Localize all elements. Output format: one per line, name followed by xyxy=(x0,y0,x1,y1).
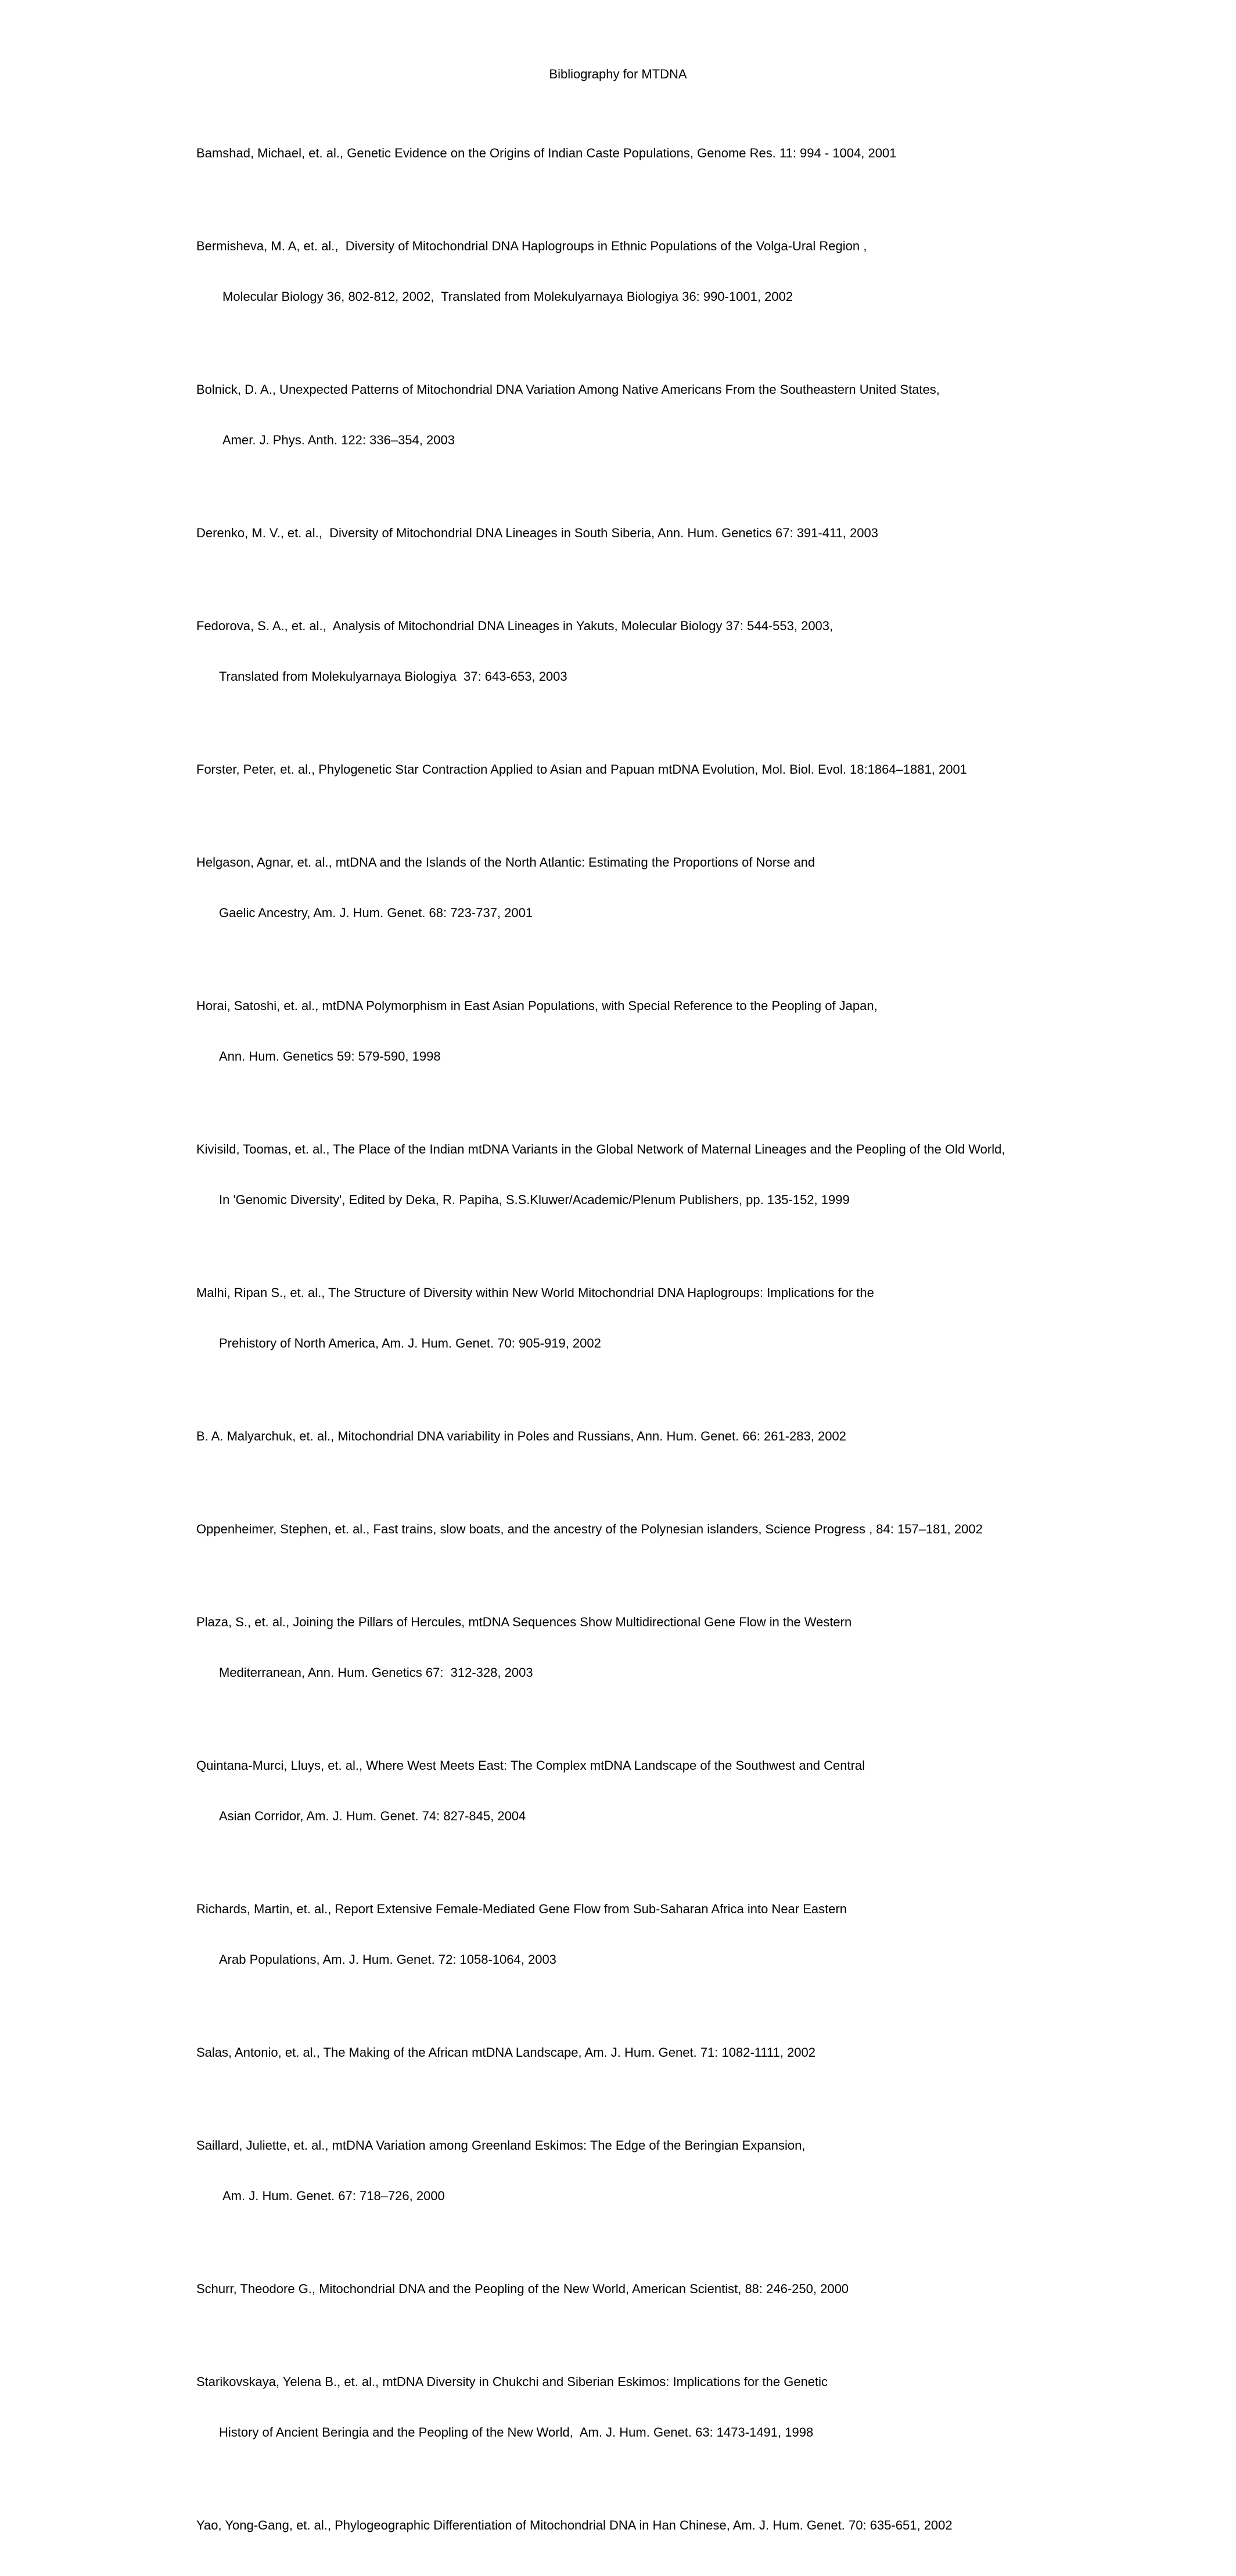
entry-line: Kivisild, Toomas, et. al., The Place of the Indian mtDNA Variants in the Global Network of Maternal Lineages and the Peopling of the Old World, xyxy=(196,1142,1005,1156)
entry-continuation-line: In 'Genomic Diversity', Edited by Deka, R. Papiha, S.S.Kluwer/Academic/Plenum Publishers, pp. 135-152, 1999 xyxy=(219,1192,850,1207)
page-title: Bibliography for MTDNA xyxy=(549,67,687,81)
entry-line: Richards, Martin, et. al., Report Extensive Female-Mediated Gene Flow from Sub-Saharan Africa into Near Eastern xyxy=(196,1902,847,1916)
entry-continuation-line: History of Ancient Beringia and the Peopling of the New World, Am. J. Hum. Genet. 63: 1473-1491, 1998 xyxy=(219,2425,814,2440)
entry-line: Horai, Satoshi, et. al., mtDNA Polymorphism in East Asian Populations, with Special Reference to the Peopling of Japan, xyxy=(196,998,878,1013)
entry-line: Forster, Peter, et. al., Phylogenetic Star Contraction Applied to Asian and Papuan mtDNA Evolution, Mol. Biol. Evol. 18:1864–1881, 2001 xyxy=(196,762,967,777)
entry-continuation-line: Molecular Biology 36, 802-812, 2002, Translated from Molekulyarnaya Biologiya 36: 990-1001, 2002 xyxy=(222,289,793,304)
bibliography-entry xyxy=(196,491,1184,575)
bibliography-entry xyxy=(196,1251,1184,1385)
bibliography-entry xyxy=(196,2247,1184,2331)
entry-line: Yao, Yong-Gang, et. al., Phylogeographic Differentiation of Mitochondrial DNA in Han Chinese, Am. J. Hum. Genet. 70: 635-651, 2002 xyxy=(196,2518,953,2532)
entry-line: Quintana-Murci, Lluys, et. al., Where West Meets East: The Complex mtDNA Landscape of the Southwest and Central xyxy=(196,1758,865,1773)
entry-line: Schurr, Theodore G., Mitochondrial DNA and the Peopling of the New World, American Scientist, 88: 246-250, 2000 xyxy=(196,2282,849,2296)
bibliography-entry xyxy=(196,204,1184,339)
bibliography-entry xyxy=(196,820,1184,955)
bibliography-list xyxy=(196,111,1184,2576)
bibliography-entry xyxy=(196,2103,1184,2238)
entry-line: Plaza, S., et. al., Joining the Pillars of Hercules, mtDNA Sequences Show Multidirectional Gene Flow in the Western xyxy=(196,1615,852,1629)
bibliography-entry xyxy=(196,347,1184,482)
entry-line: Fedorova, S. A., et. al., Analysis of Mitochondrial DNA Lineages in Yakuts, Molecular Biology 37: 544-553, 2003, xyxy=(196,619,833,633)
bibliography-entry xyxy=(196,727,1184,811)
bibliography-entry xyxy=(196,2340,1184,2474)
entry-continuation-line: Am. J. Hum. Genet. 67: 718–726, 2000 xyxy=(222,2189,445,2203)
entry-continuation-line: Arab Populations, Am. J. Hum. Genet. 72: 1058-1064, 2003 xyxy=(219,1952,556,1967)
entry-line: Helgason, Agnar, et. al., mtDNA and the Islands of the North Atlantic: Estimating the Proportions of Norse and xyxy=(196,855,815,870)
entry-line: Malhi, Ripan S., et. al., The Structure of Diversity within New World Mitochondrial DNA Haplogroups: Implications for the xyxy=(196,1285,874,1300)
entry-line: Starikovskaya, Yelena B., et. al., mtDNA Diversity in Chukchi and Siberian Eskimos: Implications for the Genetic xyxy=(196,2374,828,2389)
bibliography-entry xyxy=(196,964,1184,1098)
entry-continuation-line: Amer. J. Phys. Anth. 122: 336–354, 2003 xyxy=(222,433,455,447)
bibliography-entry xyxy=(196,1867,1184,2002)
entry-continuation-line: Mediterranean, Ann. Hum. Genetics 67: 312-328, 2003 xyxy=(219,1665,533,1680)
entry-continuation-line: Ann. Hum. Genetics 59: 579-590, 1998 xyxy=(219,1049,441,1064)
bibliography-entry xyxy=(196,584,1184,718)
bibliography-entry xyxy=(196,1487,1184,1571)
entry-line: Bolnick, D. A., Unexpected Patterns of Mitochondrial DNA Variation Among Native Americans From the Southeastern United States, xyxy=(196,382,940,397)
bibliography-entry xyxy=(196,1723,1184,1858)
bibliography-entry xyxy=(196,1394,1184,1478)
entry-line: Salas, Antonio, et. al., The Making of the African mtDNA Landscape, Am. J. Hum. Genet. 71: 1082-1111, 2002 xyxy=(196,2045,815,2060)
bibliography-entry xyxy=(196,2010,1184,2094)
entry-continuation-line: Asian Corridor, Am. J. Hum. Genet. 74: 827-845, 2004 xyxy=(219,1809,526,1823)
entry-line: Bermisheva, M. A, et. al., Diversity of Mitochondrial DNA Haplogroups in Ethnic Populations of the Volga-Ural Region , xyxy=(196,239,867,253)
entry-line: B. A. Malyarchuk, et. al., Mitochondrial DNA variability in Poles and Russians, Ann. Hum. Genet. 66: 261-283, 2002 xyxy=(196,1429,846,1443)
entry-line: Bamshad, Michael, et. al., Genetic Evidence on the Origins of Indian Caste Populations, Genome Res. 11: 994 - 1004, 2001 xyxy=(196,146,897,160)
bibliography-entry xyxy=(196,1580,1184,1715)
bibliography-entry xyxy=(196,111,1184,195)
entry-continuation-line: Translated from Molekulyarnaya Biologiya 37: 643-653, 2003 xyxy=(219,669,567,684)
entry-continuation-line: Prehistory of North America, Am. J. Hum. Genet. 70: 905-919, 2002 xyxy=(219,1336,601,1350)
entry-line: Saillard, Juliette, et. al., mtDNA Variation among Greenland Eskimos: The Edge of the Beringian Expansion, xyxy=(196,2138,806,2153)
entry-continuation-line: Gaelic Ancestry, Am. J. Hum. Genet. 68: 723-737, 2001 xyxy=(219,906,533,920)
bibliography-entry xyxy=(196,2483,1184,2567)
entry-line: Derenko, M. V., et. al., Diversity of Mitochondrial DNA Lineages in South Siberia, Ann. Hum. Genetics 67: 391-411, 2003 xyxy=(196,526,878,540)
bibliography-entry xyxy=(196,1107,1184,1242)
entry-line: Oppenheimer, Stephen, et. al., Fast trains, slow boats, and the ancestry of the Polynesian islanders, Science Progress , 84: 157–181, 2002 xyxy=(196,1522,983,1536)
